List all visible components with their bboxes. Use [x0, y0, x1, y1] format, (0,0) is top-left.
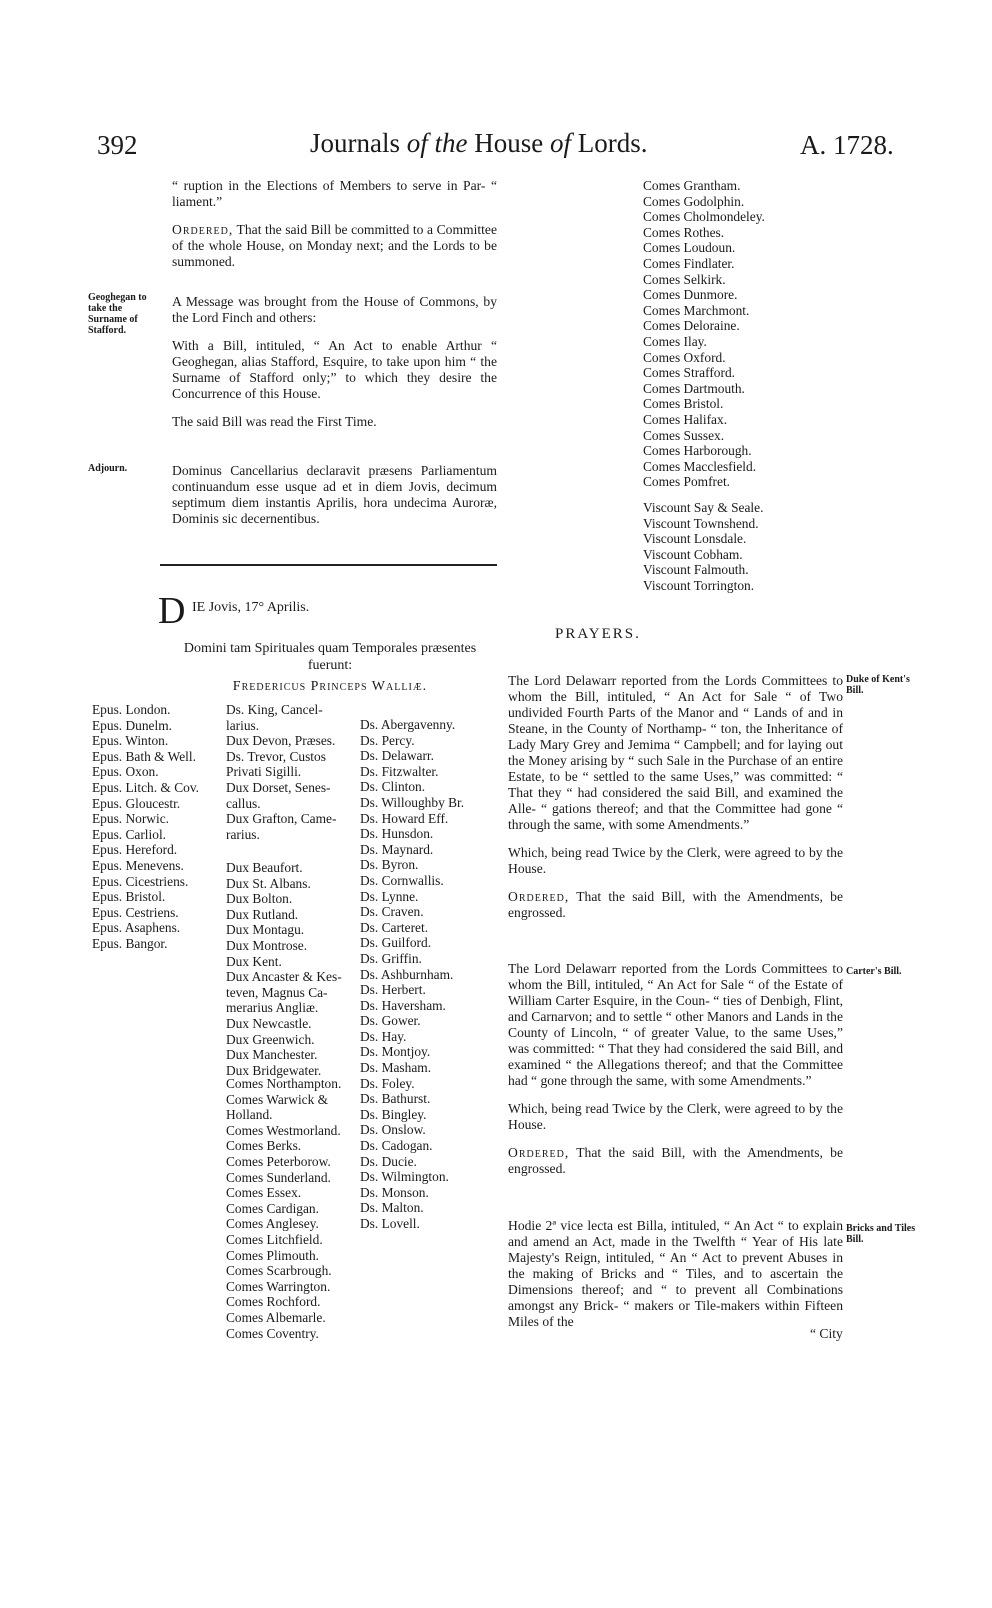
ordered-label-right: Ordered, — [508, 889, 570, 904]
list-item: Ds. Ducie. — [360, 1153, 417, 1169]
list-item: Ds. Gower. — [360, 1013, 421, 1029]
list-item: Comes Litchfield. — [226, 1231, 323, 1247]
list-item: Dux Rutland. — [226, 906, 299, 922]
list-item: Ds. Percy. — [360, 732, 415, 748]
list-item: Ds. Bathurst. — [360, 1091, 431, 1107]
right-para-6: Ordered, That the said Bill, with the Amendments, be engrossed. — [508, 1145, 843, 1176]
list-item: Ds. Hunsdon. — [360, 826, 434, 842]
right-para-2: Which, being read Twice by the Clerk, were agreed to by the House. — [508, 845, 843, 876]
list-item: Comes Deloraine. — [643, 318, 740, 334]
viscounts-list — [643, 500, 763, 594]
list-item: Comes Dunmore. — [643, 287, 738, 303]
list-item: Epus. Hereford. — [92, 842, 178, 858]
list-item: Dux Ancaster & Kes- — [226, 969, 342, 985]
list-item: Ds. Ashburnham. — [360, 966, 454, 982]
list-item: Ds. Montjoy. — [360, 1044, 431, 1060]
bishops-list — [92, 702, 199, 952]
list-item: Dux Montrose. — [226, 937, 308, 953]
list-item: Epus. Bath & Well. — [92, 748, 196, 764]
officers-list — [226, 702, 336, 842]
earls-list-right — [643, 178, 765, 490]
list-item: Viscount Say & Seale. — [643, 500, 764, 515]
title-of: of — [406, 128, 428, 158]
list-item: Ds. Craven. — [360, 904, 424, 920]
list-item: Comes Essex. — [226, 1185, 302, 1201]
left-column-middle — [172, 294, 497, 442]
list-item: Holland. — [226, 1107, 273, 1123]
barons-list — [360, 717, 464, 1232]
margin-note-geoghegan: Geoghegan to take the Surname of Stafford. — [88, 292, 147, 336]
catchword: “ City — [810, 1326, 843, 1341]
list-item: teven, Magnus Ca- — [226, 984, 328, 1000]
list-item: Comes Northampton. — [226, 1076, 342, 1091]
margin-note-bricks: Bricks and Tiles Bill. — [846, 1223, 916, 1245]
list-item: Ds. Foley. — [360, 1075, 415, 1091]
list-item: Ds. Byron. — [360, 857, 419, 873]
list-item: Ds. Howard Eff. — [360, 810, 449, 826]
list-item: Epus. Litch. & Cov. — [92, 779, 199, 795]
list-item: Ds. Trevor, Custos — [226, 748, 326, 764]
right-column-block1 — [508, 673, 843, 933]
list-item: Comes Grantham. — [643, 178, 741, 193]
list-item: Epus. Winton. — [92, 733, 169, 749]
margin-note-adjourn: Adjourn. — [88, 463, 128, 474]
list-item: Ds. Willoughby Br. — [360, 794, 465, 810]
list-item: Epus. Bangor. — [92, 935, 168, 951]
title-of2: of — [550, 128, 572, 158]
list-item: Ds. Onslow. — [360, 1122, 426, 1138]
list-item: Comes Rochford. — [226, 1294, 321, 1310]
list-item: Epus. Menevens. — [92, 857, 184, 873]
list-item: Comes Albemarle. — [226, 1309, 326, 1325]
title-journals: Journals — [310, 128, 400, 158]
list-item: Comes Cholmondeley. — [643, 209, 765, 225]
list-item: Dux Manchester. — [226, 1047, 318, 1063]
list-item: Dux Bridgewater. — [226, 1062, 322, 1078]
list-item: Ds. Guilford. — [360, 935, 432, 951]
list-item: Comes Ilay. — [643, 333, 707, 349]
list-item: Dux Greenwich. — [226, 1031, 315, 1047]
left-para-3: A Message was brought from the House of Commons, by the Lord Finch and others: — [172, 294, 497, 325]
title-the: the — [434, 128, 468, 158]
list-item: Comes Harborough. — [643, 443, 752, 459]
list-item: Ds. King, Cancel- — [226, 702, 323, 717]
list-item: Epus. London. — [92, 702, 171, 717]
list-item: Ds. Malton. — [360, 1200, 424, 1216]
list-item: Comes Sunderland. — [226, 1169, 331, 1185]
list-item: Dux Beaufort. — [226, 860, 303, 875]
list-item: Comes Sussex. — [643, 427, 725, 443]
ordered-label: Ordered, — [172, 222, 234, 237]
earls-list-left — [226, 1076, 341, 1341]
list-item: Ds. Monson. — [360, 1184, 429, 1200]
list-item: Ds. Lynne. — [360, 888, 419, 904]
left-column-latin — [172, 463, 497, 539]
list-item: rarius. — [226, 826, 260, 842]
dukes-list — [226, 860, 342, 1078]
list-item: Comes Pomfret. — [643, 474, 731, 490]
list-item: Epus. Asaphens. — [92, 920, 181, 936]
list-item: Comes Peterborow. — [226, 1153, 331, 1169]
list-item: Privati Sigilli. — [226, 764, 302, 780]
title-house: House — [474, 128, 544, 158]
list-item: Viscount Falmouth. — [643, 562, 749, 578]
left-para-6: Dominus Cancellarius declaravit præsens Parliamentum continuandum esse usque ad et in diem Jovis, decimum septimum diem instantis Aprilis, hora undecima Auroræ, Dominis sic decernentibus. — [172, 463, 497, 526]
list-item: Ds. Carteret. — [360, 919, 429, 935]
list-item: Ds. Delawarr. — [360, 748, 434, 764]
right-para-3: Ordered, That the said Bill, with the Amendments, be engrossed. — [508, 889, 843, 920]
list-item: Ds. Maynard. — [360, 841, 434, 857]
list-item: Comes Berks. — [226, 1138, 302, 1154]
list-item: Epus. Cestriens. — [92, 904, 179, 920]
list-item: Ds. Abergavenny. — [360, 717, 456, 732]
right-column-block2 — [508, 961, 843, 1189]
list-item: Comes Loudoun. — [643, 240, 736, 256]
list-item: Epus. Dunelm. — [92, 717, 172, 733]
list-item: Ds. Masham. — [360, 1060, 432, 1076]
drop-cap: D — [158, 590, 186, 632]
left-para-4: With a Bill, intituled, “ An Act to enable Arthur “ Geoghegan, alias Stafford, Esquire, to take upon him “ the Surname of Stafford only;” to which they desire the Concurrence of this House. — [172, 338, 497, 401]
list-item: Epus. Norwic. — [92, 811, 169, 827]
right-column-block3 — [508, 1218, 843, 1342]
right-para-1: The Lord Delawarr reported from the Lords Committees to whom the Bill, intituled, “ An Act for Sale “ of Two undivided Fourth Parts of the Manor and “ Lands of and in Steane, in the County of Northamp- “ ton, the Inheritance of Lady Mary Grey and Jemima “ Campbell; and for laying out the Money arising by “ such Sale in the Purchase of an entire Estate, to be “ settled to the same Uses,” was committed: “ That they “ had considered the said Bill, and examined the Alle- “ gations thereof; and that the Committee had gone “ through the same, with some Amendments.” — [508, 673, 843, 832]
list-item: Comes Coventry. — [226, 1325, 319, 1341]
list-item: Ds. Hay. — [360, 1028, 407, 1044]
list-item: Comes Halifax. — [643, 411, 728, 427]
list-item: Viscount Cobham. — [643, 546, 743, 562]
list-item: Comes Scarbrough. — [226, 1263, 332, 1279]
list-item: Comes Warwick & — [226, 1091, 329, 1107]
list-item: Viscount Lonsdale. — [643, 531, 747, 547]
list-item: Comes Dartmouth. — [643, 380, 745, 396]
day-heading: IE Jovis, 17° Aprilis. — [192, 600, 310, 615]
right-para-5: Which, being read Twice by the Clerk, were agreed to by the House. — [508, 1101, 843, 1132]
list-item: Dux Montagu. — [226, 922, 305, 938]
list-item: Comes Cardigan. — [226, 1200, 319, 1216]
list-item: Comes Selkirk. — [643, 271, 726, 287]
list-item: Comes Westmorland. — [226, 1122, 341, 1138]
list-item: Epus. Carliol. — [92, 826, 167, 842]
ordered-label-right-2: Ordered, — [508, 1145, 570, 1160]
left-para-1: “ ruption in the Elections of Members to serve in Par- “ liament.” — [172, 178, 497, 209]
list-item: Epus. Gloucestr. — [92, 795, 181, 811]
list-item: Ds. Cadogan. — [360, 1138, 433, 1154]
list-item: Comes Macclesfield. — [643, 458, 757, 474]
list-item: Viscount Torrington. — [643, 577, 755, 593]
list-item: Epus. Bristol. — [92, 889, 166, 905]
page-title — [310, 128, 648, 159]
left-column-top — [172, 178, 497, 282]
list-item: Comes Anglesey. — [226, 1216, 319, 1232]
list-item: Comes Rothes. — [643, 224, 725, 240]
list-item: Comes Findlater. — [643, 255, 735, 271]
prayers-heading: PRAYERS. — [555, 626, 641, 642]
left-para-2: Ordered, That the said Bill be committed to a Committee of the whole House, on Monday next; and the Lords to be summoned. — [172, 222, 497, 269]
list-item: Comes Oxford. — [643, 349, 726, 365]
list-item: Ds. Cornwallis. — [360, 872, 444, 888]
list-item: merarius Angliæ. — [226, 1000, 319, 1016]
list-item: Ds. Fitzwalter. — [360, 763, 439, 779]
list-item: Ds. Haversham. — [360, 997, 446, 1013]
margin-note-kent: Duke of Kent's Bill. — [846, 674, 910, 696]
list-item: larius. — [226, 717, 260, 733]
list-item: Dux Dorset, Senes- — [226, 779, 331, 795]
domini-heading: Domini tam Spirituales quam Temporales præsentes fuerunt: — [183, 641, 477, 673]
list-item: Dux Newcastle. — [226, 1015, 312, 1031]
list-item: Epus. Cicestriens. — [92, 873, 189, 889]
right-para-7: Hodie 2ª vice lecta est Billa, intituled, “ An Act “ to explain and amend an Act, made in the Twelfth “ Year of His late Majesty's Reign, intituled, “ An “ Act to prevent Abuses in the making of Bricks and “ Tiles, and to ascertain the Dimensions thereof; and “ to prevent all Combinations amongst any Brick- “ makers or Tile-makers within Fifteen Miles of the — [508, 1218, 843, 1329]
page-number: 392 — [97, 130, 138, 160]
list-item: Dux Kent. — [226, 953, 282, 969]
list-item: Comes Warrington. — [226, 1278, 331, 1294]
list-item: Ds. Griffin. — [360, 950, 422, 966]
list-item: Dux St. Albans. — [226, 875, 311, 891]
title-lords: Lords. — [577, 128, 648, 158]
page-year: A. 1728. — [800, 130, 894, 160]
list-item: Ds. Bingley. — [360, 1106, 427, 1122]
list-item: Epus. Oxon. — [92, 764, 159, 780]
list-item: Dux Devon, Præses. — [226, 733, 336, 749]
right-para-4: The Lord Delawarr reported from the Lords Committees to whom the Bill, intituled, “ An Act for Sale “ of the Estate of William Carter Esquire, in the Coun- “ ties of Denbigh, Flint, and Carnarvon; and to settle “ other Manors and Lands in the County of Lincoln, “ of greater Value, to the same Uses,” was committed: “ That they had considered the said Bill, and examined “ the Allegations thereof; and that the Committee had “ gone through the same, with some Amendments.” — [508, 961, 843, 1088]
list-item: Viscount Townshend. — [643, 515, 759, 531]
list-item: Ds. Lovell. — [360, 1216, 420, 1231]
list-item: Comes Bristol. — [643, 396, 724, 412]
list-item: Comes Godolphin. — [643, 193, 745, 209]
list-item: Dux Grafton, Came- — [226, 811, 337, 827]
list-item: Ds. Herbert. — [360, 982, 426, 998]
list-item: Dux Bolton. — [226, 891, 293, 907]
list-item: Comes Marchmont. — [643, 302, 750, 318]
section-divider — [160, 564, 497, 566]
left-para-5: The said Bill was read the First Time. — [172, 414, 377, 429]
prince-line: Fredericus Princeps Walliæ. — [232, 679, 428, 694]
list-item: Ds. Clinton. — [360, 779, 426, 795]
list-item: Comes Strafford. — [643, 365, 735, 381]
list-item: Ds. Wilmington. — [360, 1169, 449, 1185]
list-item: callus. — [226, 795, 261, 811]
list-item: Comes Plimouth. — [226, 1247, 320, 1263]
margin-note-carter: Carter's Bill. — [846, 966, 902, 977]
